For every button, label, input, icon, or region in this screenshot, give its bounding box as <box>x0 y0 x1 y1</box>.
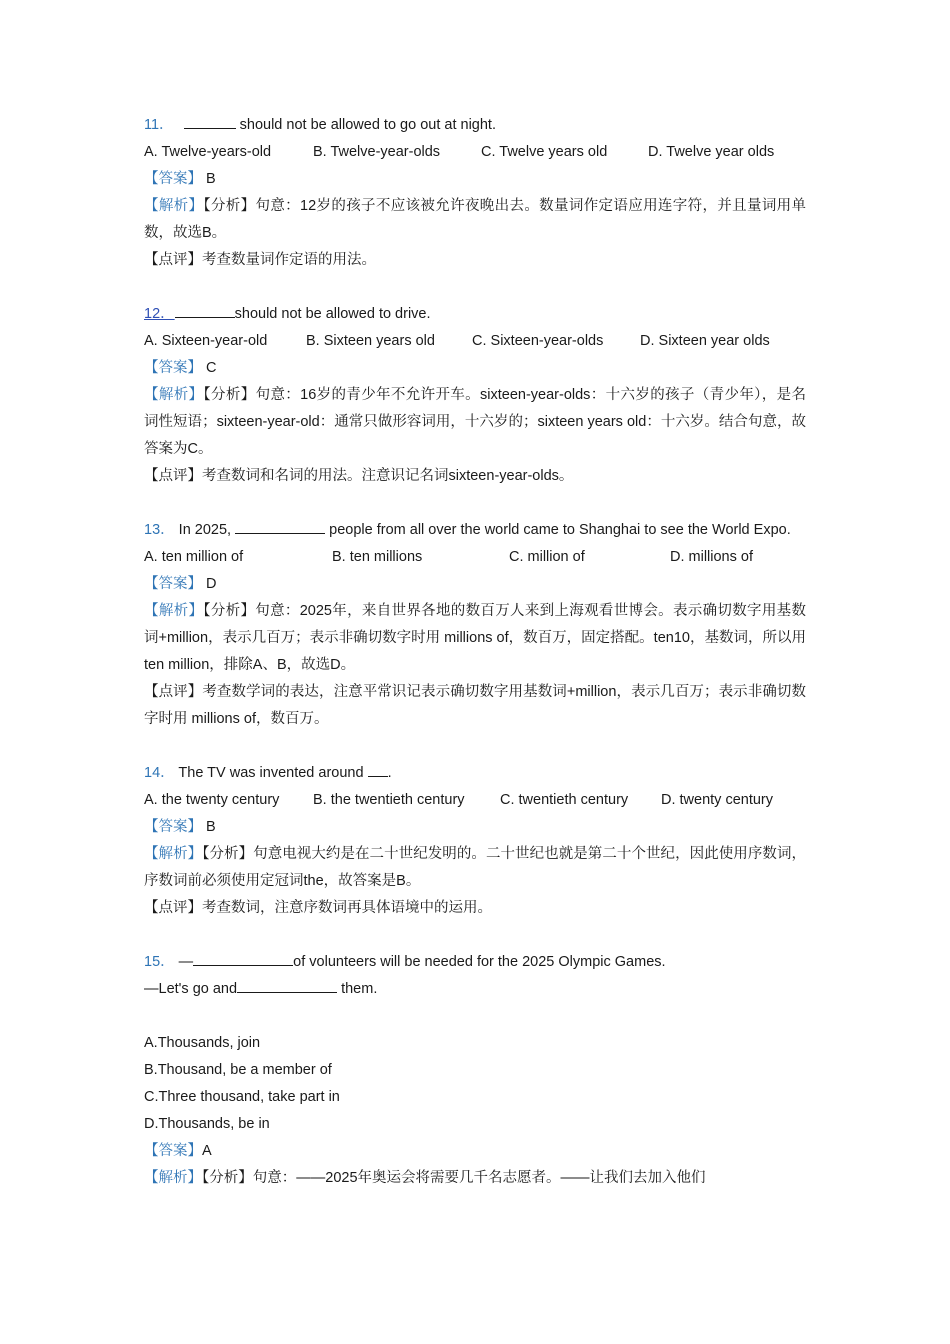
question-number: 14． <box>144 765 175 781</box>
question-15 <box>144 949 806 1192</box>
option-d: D.Thousands, be in <box>144 1116 270 1132</box>
answer-tag: 【答案】 <box>144 360 202 376</box>
analysis-text: 【分析】句意：12岁的孩子不应该被允许夜晚出去。数量词作定语应用连字符，并且量词用单数，故选B。 <box>144 198 806 241</box>
answer-blank <box>193 951 293 966</box>
option-d: D. twenty century <box>661 792 774 808</box>
analysis-tag: 【解析】 <box>144 1170 202 1186</box>
options-row <box>144 139 806 166</box>
question-stem <box>144 301 806 328</box>
stem-text-before: The TV was invented around <box>178 765 364 781</box>
answer-value: B <box>206 819 216 835</box>
comment-line: 【点评】考查数量词作定语的用法。 <box>144 252 376 268</box>
analysis-text: 【分析】句意：2025年，来自世界各地的数百万人来到上海观看世博会。表示确切数字用基数词+million，表示几百万；表示非确切数字时用 millions of，数百万，固定搭配。ten10，基数词，所以用 ten million，排除A、B，故选D。 <box>144 603 806 673</box>
question-11 <box>144 112 806 274</box>
option-c: C. Twelve years old <box>481 144 608 160</box>
answer-tag: 【答案】 <box>144 171 202 187</box>
question-number: 15． <box>144 954 175 970</box>
question-number: 13． <box>144 522 175 538</box>
analysis-text: 【分析】句意：16岁的青少年不允许开车。sixteen-year-olds：十六岁的孩子（青少年），是名词性短语；sixteen-year-old：通常只做形容词用，十六岁的；sixteen years old：十六岁。结合句意，故答案为C。 <box>144 387 806 457</box>
answer-blank <box>175 303 235 318</box>
option-c: C. Sixteen-year-olds <box>472 333 604 349</box>
stem-text-after: of volunteers will be needed for the 2025 Olympic Games. <box>293 954 666 970</box>
option-c: C.Three thousand, take part in <box>144 1089 340 1105</box>
analysis-tag: 【解析】 <box>144 603 204 619</box>
question-stem <box>144 760 806 787</box>
question-12 <box>144 301 806 490</box>
question-14 <box>144 760 806 922</box>
analysis-paragraph <box>144 841 806 895</box>
answer-tag: 【答案】 <box>144 1143 202 1159</box>
option-b: B. Sixteen years old <box>306 333 435 349</box>
answer-line <box>144 355 806 382</box>
option-c: C. million of <box>509 549 585 565</box>
analysis-tag: 【解析】 <box>144 846 203 862</box>
options-row <box>144 328 806 355</box>
question-stem <box>144 112 806 139</box>
question-stem <box>144 949 806 976</box>
analysis-line <box>144 1165 806 1192</box>
stem-text: should not be allowed to drive. <box>234 306 431 322</box>
stem-line2-after: them. <box>341 981 378 997</box>
answer-line <box>144 814 806 841</box>
question-stem-line-2 <box>144 976 806 1003</box>
document-page <box>144 112 806 1192</box>
stem-text-before: — <box>178 954 194 970</box>
option-c: C. twentieth century <box>500 792 629 808</box>
option-d: D. Twelve year olds <box>648 144 775 160</box>
stem-text-before: In 2025, <box>178 522 232 538</box>
answer-line <box>144 1138 806 1165</box>
option-b: B. the twentieth century <box>313 792 465 808</box>
option-d: D. Sixteen year olds <box>640 333 770 349</box>
stem-text-after: . <box>387 765 392 781</box>
option-b: B. Twelve-year-olds <box>313 144 441 160</box>
analysis-text: 【分析】句意：——2025年奥运会将需要几千名志愿者。——让我们去加入他们 <box>202 1170 706 1186</box>
answer-tag: 【答案】 <box>144 576 202 592</box>
answer-blank <box>184 114 236 129</box>
comment-line: 【点评】考查数词，注意序数词再具体语境中的运用。 <box>144 900 492 916</box>
analysis-paragraph <box>144 598 806 679</box>
answer-value: C <box>206 360 217 376</box>
option-a: A. ten million of <box>144 549 244 565</box>
stem-text-after: people from all over the world came to Shanghai to see the World Expo. <box>329 522 791 538</box>
analysis-paragraph <box>144 193 806 247</box>
answer-tag: 【答案】 <box>144 819 202 835</box>
answer-blank-2 <box>237 978 337 993</box>
answer-blank <box>235 519 325 534</box>
comment-line: 【点评】考查数词和名词的用法。注意识记名词sixteen-year-olds。 <box>144 468 574 484</box>
option-b: B.Thousand, be a member of <box>144 1062 332 1078</box>
stem-line2-before: —Let's go and <box>144 981 238 997</box>
answer-line <box>144 166 806 193</box>
option-a: A. the twenty century <box>144 792 280 808</box>
answer-value: A <box>202 1143 212 1159</box>
answer-value: D <box>206 576 217 592</box>
option-d: D. millions of <box>670 549 753 565</box>
question-number: 11． <box>144 117 174 133</box>
analysis-paragraph <box>144 382 806 463</box>
option-a: A. Twelve-years-old <box>144 144 272 160</box>
stem-text: should not be allowed to go out at night. <box>239 117 496 133</box>
options-row <box>144 787 806 814</box>
analysis-text: 【分析】句意电视大约是在二十世纪发明的。二十世纪也就是第二十个世纪，因此使用序数词，序数词前必须使用定冠词the，故答案是B。 <box>144 846 806 889</box>
question-number: 12． <box>144 306 175 322</box>
question-stem <box>144 517 806 544</box>
option-b: B. ten millions <box>332 549 423 565</box>
option-a: A.Thousands, join <box>144 1035 261 1051</box>
comment-paragraph: 【点评】考查数学词的表达，注意平常识记表示确切数字用基数词+million，表示几百万；表示非确切数字时用 millions of，数百万。 <box>144 684 806 727</box>
analysis-tag: 【解析】 <box>144 198 204 214</box>
question-13 <box>144 517 806 733</box>
analysis-tag: 【解析】 <box>144 387 204 403</box>
answer-value: B <box>206 171 216 187</box>
answer-blank <box>368 762 388 777</box>
option-a: A. Sixteen-year-old <box>144 333 268 349</box>
answer-line <box>144 571 806 598</box>
options-row <box>144 544 806 571</box>
